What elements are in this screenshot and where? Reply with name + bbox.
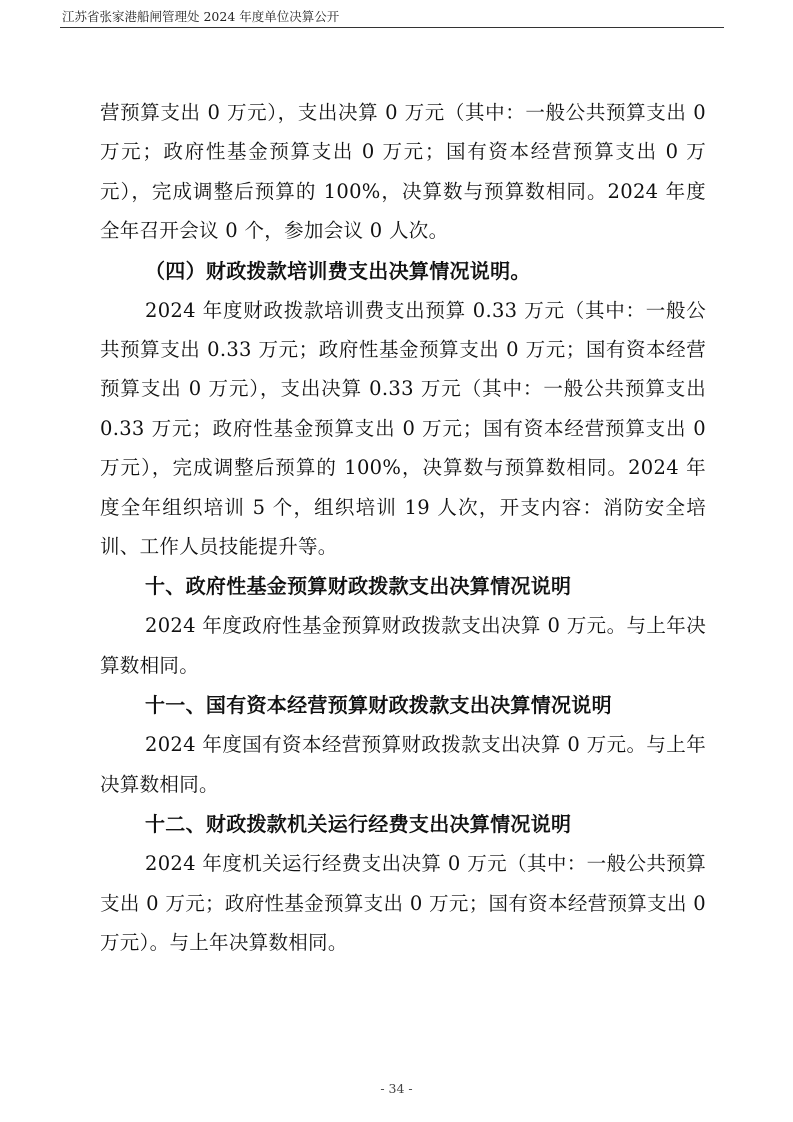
paragraph-government-fund: 2024 年度政府性基金预算财政拨款支出决算 0 万元。与上年决算数相同。 (100, 614, 706, 677)
page-number: - 34 - (380, 1081, 413, 1096)
heading-training-expense: （四）财政拨款培训费支出决算情况说明。 (145, 258, 531, 283)
document-body (100, 93, 706, 962)
paragraph-training-expense: 2024 年度财政拨款培训费支出预算 0.33 万元（其中：一般公共预算支出 0.33 万元；政府性基金预算支出 0 万元；国有资本经营预算支出 0 万元），支出决算 0.33 万元（其中：一般公共预算支出 0.33 万元；政府性基金预算支出 0 万元；国有资本经营预算支出 0 万元），完成调整后预算的 100%，决算数与预算数相同。2024 年度全年组织培训 5 个，组织培训 19 人次，开支内容：消防安全培训、工作人员技能提升等。 (100, 298, 706, 559)
header-divider (60, 27, 724, 28)
heading-operating-expense: 十二、财政拨款机关运行经费支出决算情况说明 (145, 812, 572, 837)
paragraph-operating-expense: 2024 年度机关运行经费支出决算 0 万元（其中：一般公共预算支出 0 万元；政府性基金预算支出 0 万元；国有资本经营预算支出 0 万元）。与上年决算数相同。 (100, 852, 706, 954)
paragraph-meeting-expense-continued: 营预算支出 0 万元），支出决算 0 万元（其中：一般公共预算支出 0 万元；政府性基金预算支出 0 万元；国有资本经营预算支出 0 万元），完成调整后预算的 100%，决算数与预算数相同。2024 年度全年召开会议 0 个，参加会议 0 人次。 (100, 101, 706, 243)
paragraph-state-capital: 2024 年度国有资本经营预算财政拨款支出决算 0 万元。与上年决算数相同。 (100, 733, 706, 796)
heading-state-capital: 十一、国有资本经营预算财政拨款支出决算情况说明 (145, 693, 612, 718)
page-header-title: 江苏省张家港船闸管理处 2024 年度单位决算公开 (62, 9, 340, 24)
heading-government-fund: 十、政府性基金预算财政拨款支出决算情况说明 (145, 574, 572, 599)
